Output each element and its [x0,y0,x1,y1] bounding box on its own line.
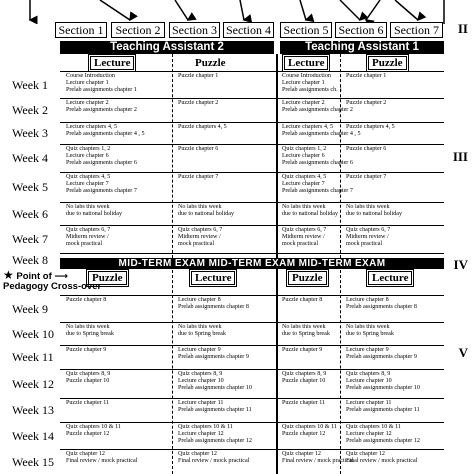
star-icon: ★ [3,268,14,282]
roman-numeral-iii: III [452,149,468,164]
schedule-cell [66,324,114,338]
section-5: Section 5 [280,22,332,38]
schedule-cell [178,174,218,181]
cell-line: Quiz chapters 1, 2 [282,146,327,152]
schedule-cell [66,204,122,218]
cell-line: Lecture chapter 11 [346,400,392,406]
schedule-cell [66,347,106,354]
schedule-cell [282,174,353,195]
week-label: Week 7 [12,232,49,246]
col-header-puzzle-ta2-after: Puzzle [88,271,127,285]
schedule-cell [178,146,218,153]
cell-line: Prelab assignments chapter 8 [346,304,417,310]
cell-line: No labs this week [178,324,222,330]
schedule-cell [178,424,252,445]
row-separator [60,369,444,370]
schedule-cell [66,297,106,304]
cell-line: Quiz chapters 6, 7 [282,227,327,233]
schedule-cell [178,100,218,107]
cell-line: No labs this week [282,324,326,330]
teaching-assistant-1: Teaching Assistant 1 [280,41,444,54]
schedule-cell [282,400,325,407]
cell-line: Quiz chapters 4, 5 [282,174,327,180]
row-separator [60,225,444,226]
schedule-cell [282,451,353,465]
cell-line: Lecture chapter 1 [282,80,325,86]
col-header-lecture-ta2: Lecture [90,56,134,70]
row-separator [60,422,444,423]
cell-line: Final review / mock practical [346,458,418,464]
schedule-cell [282,347,322,354]
teaching-assistant-2: Teaching Assistant 2 [60,41,274,54]
cell-line: Prelab assignments chapter 1 [66,87,137,93]
cell-line: Prelab assignments chapter 9 [346,354,417,360]
col-header-lecture-ta1-after: Lecture [368,271,412,285]
cell-line: due to national holiday [178,211,235,217]
week-label: Week 3 [12,126,49,140]
cell-line: Puzzle chapter 9 [282,347,323,353]
cell-line: Course Introduction [66,73,115,79]
schedule-cell [282,73,342,94]
schedule-cell [66,451,137,465]
cell-line: Quiz chapters 8, 9 [178,371,223,377]
cell-line: No labs this week [346,204,390,210]
row-separator [60,345,444,346]
col-header-puzzle-ta2: Puzzle [195,57,226,69]
schedule-cell [346,227,390,248]
week-label: Week 1 [12,77,49,92]
week-label: Week 8 [12,253,49,267]
midterm-exam-bar: MID-TERM EXAM MID-TERM EXAM MID-TERM EXAM [60,258,444,269]
crossover-text-1: Point of [16,271,52,282]
schedule-cell [178,451,249,465]
cell-line: Prelab assignments ch. 1 [282,87,343,93]
schedule-cell [346,204,402,218]
cell-line: Lecture chapter 12 [178,431,224,437]
cell-line: due to Spring break [346,331,394,337]
cell-line: Prelab assignments chapter 8 [178,304,249,310]
week-label: Week 10 [12,326,55,341]
cell-line: Prelab assignments chapter 10 [178,385,252,391]
cell-line: Lecture chapters 4, 5 [66,124,118,130]
schedule-cell [178,324,226,338]
cell-line: Quiz chapters 8, 9 [346,371,391,377]
cell-line: Lecture chapter 12 [346,431,392,437]
cell-line: Puzzle chapter 10 [66,378,110,384]
schedule-cell [346,174,386,181]
row-separator [60,398,444,399]
cell-line: Quiz chapters 10 & 11 [178,424,233,430]
row-separator [60,449,444,450]
row-separator [60,144,444,145]
schedule-cell [282,324,330,338]
schedule-cell [66,146,137,167]
cell-line: Quiz chapter 12 [282,451,321,457]
cell-line: Quiz chapters 8, 9 [282,371,327,377]
schedule-cell [178,204,234,218]
schedule-cell [282,227,326,248]
col-header-puzzle-ta1-after: Puzzle [288,271,327,285]
cell-line: Midterm review / [282,234,325,240]
cell-line: Puzzle chapter 12 [282,431,326,437]
cell-line: Lecture chapter 11 [178,400,224,406]
cell-line: Puzzle chapter 10 [282,378,326,384]
cell-line: No labs this week [282,204,326,210]
cell-line: Midterm review / [66,234,109,240]
cell-line: Quiz chapters 10 & 11 [66,424,121,430]
roman-numeral-v: V [458,345,468,360]
week-label: Week 9 [12,301,49,316]
schedule-cell [178,227,222,248]
schedule-cell [282,297,322,304]
cell-line: Puzzle chapters 4, 5 [346,124,395,130]
cell-line: Lecture chapters 4, 5 [282,124,334,130]
section-3: Section 3 [169,22,220,38]
cell-line: Lecture chapter 10 [178,378,224,384]
schedule-cell [66,73,137,94]
week-label: Week 2 [12,103,49,117]
cell-line: Quiz chapters 4, 5 [66,174,111,180]
cell-line: Puzzle chapter 8 [66,297,107,303]
cell-line: Puzzle chapter 2 [178,100,219,106]
col-header-puzzle-ta1: Puzzle [368,56,407,70]
section-1: Section 1 [55,22,107,38]
week-label: Week 15 [12,454,55,469]
schedule-cell [66,424,121,438]
cell-line: due to Spring break [282,331,330,337]
schedule-cell [66,174,137,195]
cell-line: Prelab assignments chapter 11 [346,407,420,413]
week-label: Week 14 [12,428,55,443]
row-separator [60,122,444,123]
cell-line: due to national holiday [66,211,123,217]
cell-line: Lecture chapter 7 [282,181,325,187]
schedule-cell [282,371,326,385]
schedule-cell [346,347,417,361]
schedule-cell [346,73,386,80]
col-header-lecture-ta2-after: Lecture [191,271,235,285]
week-label: Week 4 [12,151,49,165]
section-arrows [0,0,474,24]
cell-line: Quiz chapter 12 [346,451,385,457]
cell-line: Prelab assignments chapter 6 [282,160,353,166]
week-label: Week 13 [12,403,55,417]
cell-line: Lecture chapter 1 [66,80,109,86]
schedule-cell [346,297,417,311]
schedule-cell [178,371,252,392]
cell-line: Prelab assignments chapter 4 , 5 [66,131,145,137]
cell-line: Prelab assignments chapter 11 [178,407,252,413]
cell-line: Lecture chapter 6 [66,153,109,159]
week-label: Week 11 [12,350,54,364]
cell-line: No labs this week [66,324,110,330]
cell-line: due to national holiday [282,211,339,217]
cell-line: Prelab assignments chapter 2 [66,107,137,113]
schedule-cell [178,73,218,80]
row-separator [60,322,444,323]
cell-line: Puzzle chapter 11 [66,400,110,406]
schedule-cell [346,146,386,153]
cell-line: Quiz chapters 6, 7 [178,227,223,233]
cell-line: Lecture chapter 8 [178,297,221,303]
schedule-cell [346,100,386,107]
cell-line: Quiz chapters 6, 7 [66,227,111,233]
roman-numeral-iv: IV [453,257,468,272]
cell-line: Lecture chapter 6 [282,153,325,159]
schedule-cell [346,400,420,414]
cell-line: No labs this week [178,204,222,210]
schedule-cell [282,100,353,114]
schedule-cell [282,204,338,218]
cell-line: Quiz chapter 12 [66,451,105,457]
schedule-cell [178,347,249,361]
schedule-cell [282,146,353,167]
cell-line: Lecture chapter 8 [346,297,389,303]
crossover-label [3,270,101,292]
cell-line: Final review / mock practical [178,458,250,464]
cell-line: Lecture chapter 7 [66,181,109,187]
cell-line: Prelab assignments chapter 4 , 5 [282,131,361,137]
cell-line: Quiz chapters 8, 9 [66,371,111,377]
cell-line: Course Introduction [282,73,331,79]
section-6: Section 6 [335,22,387,38]
cell-line: Puzzle chapter 1 [178,73,219,79]
cell-line: Quiz chapters 10 & 11 [282,424,337,430]
schedule-cell [178,297,249,311]
cell-line: Puzzle chapter 2 [346,100,387,106]
row-separator [60,253,444,254]
cell-line: Prelab assignments chapter 9 [178,354,249,360]
arrow-right-icon: ⟶ [54,271,69,282]
cell-line: Prelab assignments chapter 10 [346,385,420,391]
cell-line: Lecture chapter 2 [282,100,325,106]
crossover-text-2: Pedagogy Cross-over [3,281,102,292]
row-separator [60,172,444,173]
schedule-cell [346,424,420,445]
section-4: Section 4 [223,22,274,38]
cell-line: Prelab assignments chapter 6 [66,160,137,166]
cell-line: Puzzle chapter 1 [346,73,387,79]
schedule-cell [66,371,110,385]
cell-line: Lecture chapter 2 [66,100,109,106]
cell-line: Prelab assignments chapter 12 [346,438,420,444]
cell-line: Lecture chapter 9 [178,347,221,353]
row-separator [60,295,444,296]
schedule-cell [346,324,394,338]
cell-line: mock practical [178,241,215,247]
cell-line: Puzzle chapter 6 [178,146,219,152]
cell-line: Quiz chapters 10 & 11 [346,424,401,430]
cell-line: Final review / mock practical [282,458,354,464]
cell-line: Puzzle chapter 9 [66,347,107,353]
week-label: Week 12 [12,376,55,391]
section-7: Section 7 [390,22,443,38]
row-separator [60,202,444,203]
cell-line: Lecture chapter 9 [346,347,389,353]
week-label: Week 5 [12,180,49,194]
cell-line: No labs this week [66,204,110,210]
schedule-cell [346,451,417,465]
cell-line: due to Spring break [66,331,114,337]
cell-line: Puzzle chapter 11 [282,400,326,406]
cell-line: mock practical [282,241,319,247]
cell-line: Prelab assignments chapter 2 [282,107,353,113]
schedule-cell [346,371,420,392]
cell-line: Puzzle chapter 7 [346,174,387,180]
schedule-cell [178,400,252,414]
cell-line: Midterm review / [178,234,221,240]
cell-line: No labs this week [346,324,390,330]
cell-line: Quiz chapters 1, 2 [66,146,111,152]
cell-line: mock practical [66,241,103,247]
week-label: Week 6 [12,206,49,221]
row-separator [60,98,444,99]
cell-line: mock practical [346,241,383,247]
schedule-cell [66,124,145,138]
cell-line: Final review / mock practical [66,458,138,464]
cell-line: due to national holiday [346,211,403,217]
row-separator [60,71,444,72]
cell-line: due to Spring break [178,331,226,337]
cell-line: Midterm review / [346,234,389,240]
cell-line: Puzzle chapter 8 [282,297,323,303]
cell-line: Puzzle chapter 6 [346,146,387,152]
schedule-cell [178,124,227,131]
cell-line: Prelab assignments chapter 7 [282,188,353,194]
schedule-cell [66,100,137,114]
cell-line: Prelab assignments chapter 12 [178,438,252,444]
col-header-lecture-ta1: Lecture [284,56,328,70]
section-2: Section 2 [111,22,165,38]
cell-line: Puzzle chapters 4, 5 [178,124,227,130]
schedule-cell [66,400,109,407]
cell-line: Lecture chapter 10 [346,378,392,384]
cell-line: Prelab assignments chapter 7 [66,188,137,194]
cell-line: Quiz chapter 12 [178,451,217,457]
schedule-cell [282,424,337,438]
cell-line: Puzzle chapter 12 [66,431,110,437]
cell-line: Quiz chapters 6, 7 [346,227,391,233]
schedule-cell [66,227,110,248]
cell-line: Puzzle chapter 7 [178,174,219,180]
schedule-cell [346,124,395,131]
roman-numeral-ii: II [457,21,468,36]
